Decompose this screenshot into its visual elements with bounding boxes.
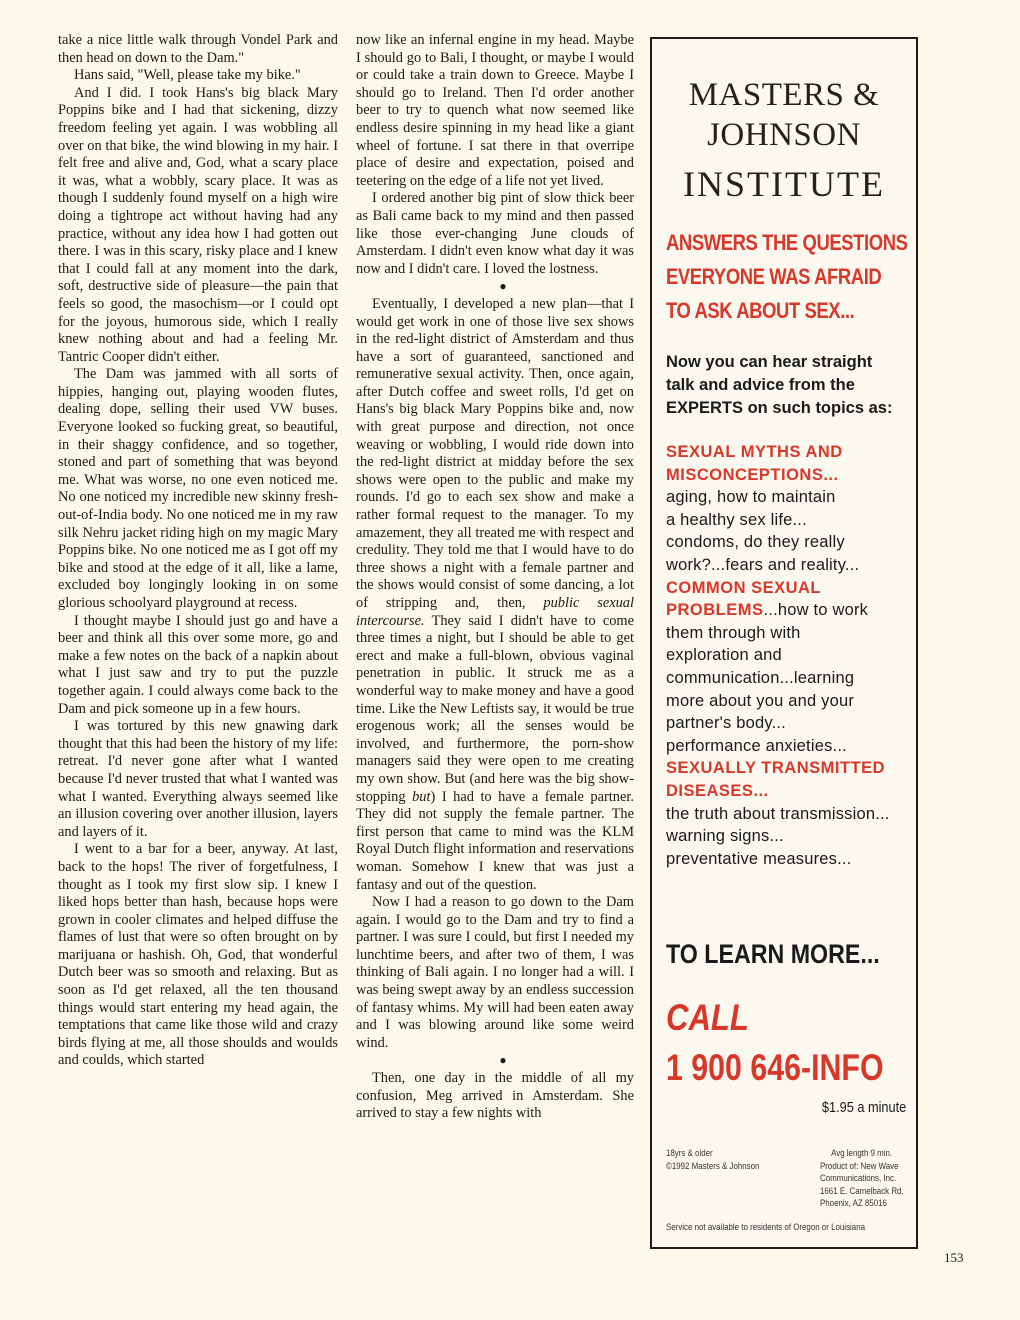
- fine-print-line: Phoenix, AZ 85016: [820, 1198, 887, 1208]
- article-paragraph: I went to a bar for a beer, anyway. At last, back to the hops! The river of forgetfulness, I thought as I took my first slow sip. I knew I liked hops better than hash, because hops were grown in cooler climates and helped diffuse the flames of lust that were so often brought on by marijuana or hashish. Oh, God, that wonderful Dutch beer was so smooth and relaxing. But as soon as I'd get relaxed, all the ten thousand things would start entering my head again, the temptations that came like those wild and crazy birds flying at me, all those shoulds and woulds and coulds, which started: [58, 841, 338, 1069]
- topic-heading: SEXUAL MYTHS AND: [666, 443, 843, 461]
- ad-intro-line: talk and advice from the: [666, 376, 855, 394]
- topic-text: more about you and your: [666, 691, 855, 710]
- institute-logo-line: MASTERS &: [688, 77, 880, 113]
- italic-word: but: [412, 788, 431, 805]
- article-paragraph: I ordered another big pint of slow thick beer as Bali came back to my mind and then passed like those ever-changing June clouds of Amsterdam. I didn't even know what day it was now and I didn't care. I loved the lostness.: [356, 190, 634, 277]
- fine-print-bottom: Service not available to residents of Oregon or Louisiana: [666, 1222, 866, 1232]
- fine-print-line: Product of: New Wave: [820, 1160, 899, 1171]
- call-rate: $1.95 a minute: [821, 1099, 906, 1116]
- section-break-bullet: ●: [499, 279, 507, 294]
- ad-topics: [666, 441, 921, 870]
- topic-heading: DISEASES...: [666, 781, 769, 800]
- topic-text: preventative measures...: [666, 849, 852, 868]
- topic-text: aging, how to maintain: [666, 488, 836, 507]
- fine-print-right: [820, 1147, 904, 1210]
- topic-text: partner's body...: [666, 714, 786, 733]
- topic-text: the truth about transmission...: [666, 804, 890, 823]
- phone-number: 1 900 646-INFO: [666, 1047, 884, 1088]
- article-column-middle: [356, 32, 634, 1123]
- section-break-bullet: ●: [499, 1053, 507, 1068]
- article-paragraph: Now I had a reason to go down to the Dam again. I would go to the Dam and try to find a partner. I was sure I could, but first I needed my lunchtime beers, and after two of them, I was thinking of Bali again. I no longer had a will. I was being swept away by an endless succession of fantasy whims. My will had been eaten away and I was blowing around like some weird wind.: [356, 894, 634, 1051]
- topic-text: condoms, do they really: [666, 533, 845, 552]
- article-paragraph: And I did. I took Hans's big black Mary Poppins bike and I had that sickening, dizzy freedom feeling yet again. I was wobbling all over on that bike, the wind blowing in my hair. I felt free and alive and, God, what a scary place it was, what a wobbly, scary place. It was as though I suddenly found myself on a high wire doing a tightrope act without having had any practice, without any idea how I had gotten out there. I was in this scary, risky place and I knew that I could fall at any moment into the dark, soft, destructive side of pleasure—the pain that feels so good, the masochism—or I could opt for the joyous, humorous side, which I really knew nothing about and had a feeling Mr. Tantric Cooper didn't either.: [58, 84, 338, 365]
- topic-text: exploration and: [666, 646, 782, 665]
- topic-heading: PROBLEMS: [666, 601, 764, 620]
- topic-line: [666, 599, 921, 622]
- article-paragraph: take a nice little walk through Vondel Park and then head on down to the Dam.": [58, 32, 338, 66]
- topic-text: performance anxieties...: [666, 736, 847, 755]
- topic-text: them through with: [666, 623, 801, 642]
- topic-text: a healthy sex life...: [666, 510, 807, 529]
- advertisement-box: [650, 37, 918, 1249]
- fine-print-line: 18yrs & older: [666, 1148, 713, 1158]
- call-label: CALL: [666, 997, 749, 1038]
- fine-print-left: [666, 1147, 759, 1172]
- ad-intro: [666, 351, 916, 420]
- ad-intro-line: Now you can hear straight: [666, 353, 873, 371]
- fine-print-line: Communications, Inc.: [820, 1173, 897, 1183]
- paragraph-text: They said I didn't have to come three times a night, but I should be able to get erect and make a full-blown, obvious vaginal penetration in public. It struck me as a wonderful way to make money and have a good time. Like the New Leftists say, it would be true erogenous work; all the senses would be involved, and furthermore, the porn-show managers said they were open to me creating my own show. But (and here was the big show-stopping: [356, 612, 635, 805]
- article-column-left: [58, 32, 338, 1070]
- ad-headline: ANSWERS THE QUESTIONS: [666, 230, 908, 255]
- article-paragraph: The Dam was jammed with all sorts of hippies, hanging out, playing wooden flutes, dealing dope, selling their used VW buses. Everyone looked so fucking great, so beautiful, in their shaggy confidence, and so together, stoned and part of something that was beyond me. What was worse, no one even noticed me. No one noticed my incredible new skinny fresh-out-of-India body. No one noticed me in my raw silk Nehru jacket riding high on my magic Mary Poppins bike. No one noticed me as I got off my bike and stood at the edge of it all, like a lame, excluded boy longingly looking in on some glorious schoolyard playground at recess.: [58, 366, 338, 611]
- article-paragraph: I was tortured by this new gnawing dark thought that this had been the history of my life: retreat. I'd never gone after what I wanted because I'd never trusted that what I wanted was what I wanted. Everything always seemed like an illusion covering over another illusion, layers and layers of it.: [58, 718, 338, 840]
- topic-text: ...how to work: [763, 601, 869, 620]
- topic-heading: COMMON SEXUAL: [666, 578, 821, 597]
- article-paragraph: Hans said, "Well, please take my bike.": [74, 67, 301, 84]
- institute-logo-line: INSTITUTE: [683, 164, 885, 204]
- italic-phrase: public sexual intercourse.: [356, 595, 634, 629]
- institute-logo-line: JOHNSON: [707, 117, 861, 153]
- page-number: 153: [944, 1250, 964, 1265]
- ad-intro-line: EXPERTS on such topics as:: [666, 399, 893, 417]
- learn-more-heading: TO LEARN MORE...: [666, 939, 880, 969]
- article-paragraph: Then, one day in the middle of all my confusion, Meg arrived in Amsterdam. She arrived to stay a few nights with: [356, 1070, 634, 1122]
- topic-heading: SEXUALLY TRANSMITTED: [666, 759, 886, 778]
- article-paragraph: [356, 296, 634, 894]
- fine-print-line: ©1992 Masters & Johnson: [666, 1160, 760, 1171]
- fine-print-line: Avg length 9 min.: [831, 1148, 893, 1158]
- topic-text: communication...learning: [666, 668, 855, 687]
- topic-heading: MISCONCEPTIONS...: [666, 465, 839, 484]
- paragraph-text: Eventually, I developed a new plan—that I would get work in one of those live sex shows in the red-light district of Amsterdam and thus have a sort of guaranteed, sanctioned and remunerative sexual activity. Then, once again, after Dutch coffee and sweet rolls, I'd get on Hans's big black Mary Poppins bike and, now with great purpose and direction, not once weaving or wobbling, I would ride down into the red-light district at midday before the sex shows were open to the public and make my rounds. I'd go to each sex show and make a rather formal request to the manager. To my amazement, they all treated me with respect and credulity. They told me that I would have to do three shows a night with a female partner and the shows would consist of some dancing, a lot of stripping and, then,: [356, 295, 634, 611]
- ad-headline: TO ASK ABOUT SEX...: [666, 298, 855, 323]
- topic-text: warning signs...: [666, 827, 784, 846]
- ad-headline: EVERYONE WAS AFRAID: [666, 264, 882, 289]
- topic-text: work?...fears and reality...: [666, 555, 860, 574]
- fine-print-line: 1661 E. Camelback Rd.: [820, 1185, 904, 1196]
- article-paragraph: now like an infernal engine in my head. Maybe I should go to Bali, I thought, or maybe I would or could take a train down to Greece. Maybe I should go to Ireland. Then I'd order another beer to try to quench what now seemed like endless desire spinning in my head like a giant wheel of fortune. I sat there in that overripe place of desire and expectation, poised and teetering on the edge of a life not yet lived.: [356, 32, 634, 189]
- article-paragraph: I thought maybe I should just go and have a beer and think all this over some more, go and make a few notes on the back of a napkin about what I just saw and try to put the puzzle together again. I could always come back to the Dam and pick someone up in a few hours.: [58, 612, 338, 717]
- paragraph-text: ) I had to have a female partner. They did not supply the female partner. The first person that came to mind was the KLM Royal Dutch flight information and reservations woman. Somehow I knew that was just a fantasy and out of the question.: [356, 788, 634, 893]
